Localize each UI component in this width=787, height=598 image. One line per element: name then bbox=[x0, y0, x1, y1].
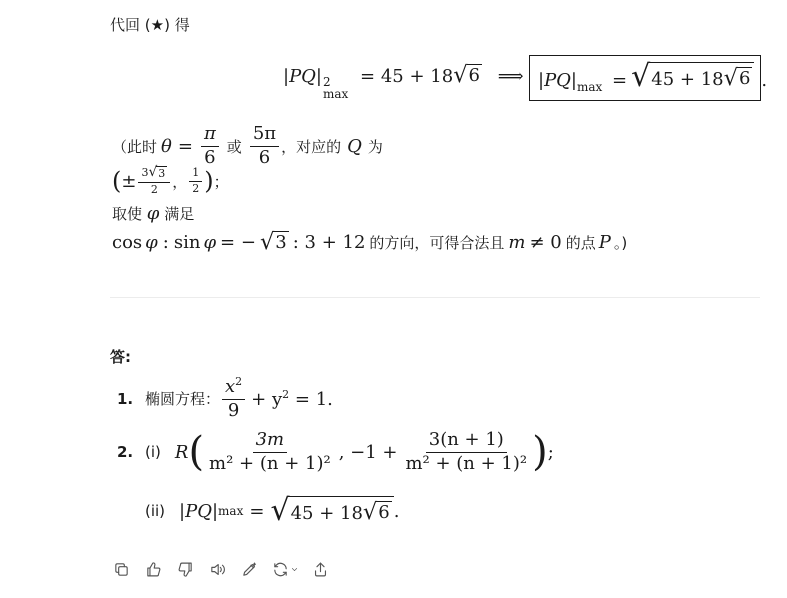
answer-item-1: 1. 椭圆方程： $\frac{x^2}{9}$ + $y^2 = 1$. bbox=[117, 375, 333, 421]
pq-abs: |PQ| bbox=[283, 66, 322, 87]
fraction-3m: $\frac{3m}{\text{m² + (n + 1)²}}$ bbox=[209, 429, 331, 474]
divider bbox=[110, 297, 760, 298]
intro-text-after: ) 得 bbox=[164, 16, 190, 34]
note-line-4: cos φ : sin φ = − √ 3 : 3 + 12 的方向，可得合法且 m ≠ 0 的点 P 。) bbox=[112, 229, 628, 255]
fraction-3sqrt3-2: 3 √ 3 2 bbox=[138, 166, 170, 196]
note-line-1: （此时 θ = $\frac{\pi}{6}$ 或 $\frac{5\pi}{6}$ ，对应的 Q 为 bbox=[112, 123, 383, 168]
answer-item-2-ii: (ii) |PQ| max = √ 45 + 18 √ 6 . bbox=[145, 493, 400, 528]
note-line-2: ( ± 3 √ 3 2 ， $\frac{1}{2}$ ) ； bbox=[112, 164, 229, 196]
fraction-x2-9: $\frac{x^2}{9}$ bbox=[222, 376, 245, 421]
speaker-icon[interactable] bbox=[206, 558, 229, 580]
message-actions bbox=[110, 558, 341, 580]
fraction-3n1: $\frac{3(n + 1)}{\text{m² + (n + 1)²}}$ bbox=[405, 429, 528, 474]
regenerate-icon[interactable] bbox=[270, 558, 300, 580]
fraction-1-2: $\frac{1}{2}$ bbox=[189, 167, 202, 195]
sqrt-big: √ 45 + 18 √ 6 bbox=[631, 62, 754, 92]
fraction-pi-6: $\frac{\pi}{6}$ bbox=[201, 124, 219, 168]
fraction-5pi-6: $\frac{5\pi}{6}$ bbox=[250, 124, 279, 168]
answer-item-2: 2. (i) R ( $\frac{3m}{\text{m² + (n + 1)²}}$ , −1 + $\frac{3(n + 1)}{\text{m² + (n + 1)²}}$ ) ; bbox=[117, 429, 554, 476]
exponent: 2 bbox=[323, 75, 331, 89]
copy-icon[interactable] bbox=[110, 558, 133, 580]
share-icon[interactable] bbox=[309, 558, 332, 580]
star-symbol: ★ bbox=[150, 16, 165, 34]
note-line-3: 取使 φ 满足 bbox=[112, 203, 195, 224]
edit-icon[interactable] bbox=[238, 558, 261, 580]
implies-arrow: ⟹ bbox=[497, 66, 524, 87]
thumbs-up-icon[interactable] bbox=[142, 558, 165, 580]
thumbs-down-icon[interactable] bbox=[174, 558, 197, 580]
result-equation bbox=[283, 64, 534, 100]
equation-value: = 45 + 18 bbox=[360, 66, 454, 87]
intro-text: 代回 ( bbox=[110, 16, 151, 34]
boxed-result: $|PQ|_{max}$ = √ 45 + 18 √ 6 . bbox=[529, 55, 767, 101]
sqrt-6: √ 6 bbox=[453, 62, 480, 88]
intro-line bbox=[110, 14, 190, 35]
answer-heading: 答: bbox=[110, 348, 131, 366]
result-box: $|PQ|_{max}$ = √ 45 + 18 √ 6 bbox=[529, 55, 761, 101]
subscript-max: max bbox=[323, 87, 349, 101]
